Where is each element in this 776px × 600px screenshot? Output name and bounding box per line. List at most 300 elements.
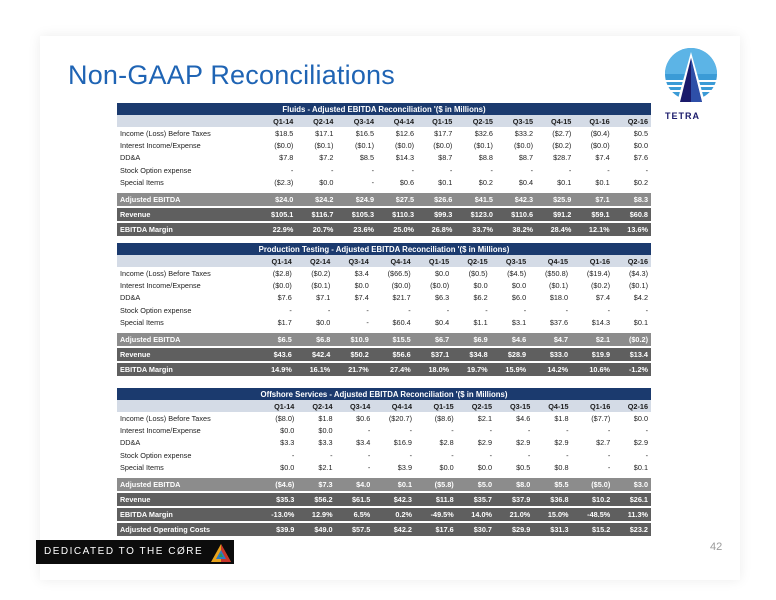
table-title: Production Testing - Adjusted EBITDA Reconciliation '($ in Millions) [117,243,651,255]
column-header: Q4-15 [529,255,571,267]
column-header: Q4-14 [377,115,417,127]
row-value: $2.1 [571,333,613,346]
table-row [117,449,651,461]
adjusted-ebitda-row [117,193,651,206]
column-header: Q4-14 [373,400,415,412]
row-value: $0.0 [280,426,295,436]
row-value: $33.0 [529,348,571,361]
row-value: ($0.0) [391,281,411,291]
row-value: 26.8% [417,223,455,236]
row-value: $2.9 [554,438,569,448]
row-label: Adjusted EBITDA [117,333,256,346]
row-value: ($0.1) [311,281,331,291]
page-number: 42 [710,541,723,553]
row-label: Income (Loss) Before Taxes [120,413,211,423]
row-value: $18.0 [549,293,569,303]
row-value: $1.8 [318,413,333,423]
ebitda-margin-row [117,223,651,236]
row-label: EBITDA Margin [117,508,256,521]
row-value: ($0.1) [354,141,375,151]
row-value: $30.7 [457,523,495,536]
row-value: $24.0 [256,193,297,206]
row-value: ($66.5) [387,268,411,278]
row-value: $24.2 [296,193,336,206]
table-row [117,164,651,176]
row-value: $7.4 [595,293,611,303]
row-value: $1.7 [277,317,292,327]
row-value: - [446,305,450,315]
row-label: Income (Loss) Before Taxes [120,268,211,278]
row-value: $2.1 [318,462,333,472]
row-value: 15.0% [533,508,571,521]
row-value: $7.6 [277,293,292,303]
row-value: $31.3 [533,523,571,536]
row-value: $4.7 [529,333,571,346]
row-value: ($0.2) [590,281,611,291]
row-value: - [449,165,453,175]
adjusted-operating-costs-row [117,523,651,536]
row-label: DD&A [120,293,141,303]
row-value: $8.0 [495,478,533,491]
row-value: ($0.0) [430,281,450,291]
row-value: - [607,305,611,315]
column-header: Q1-15 [417,115,455,127]
row-value: $0.0 [439,462,454,472]
row-value: $28.7 [553,153,572,163]
row-value: ($0.0) [433,141,453,151]
row-value: $3.9 [397,462,412,472]
row-value: -13.0% [256,508,298,521]
row-value: $34.8 [452,348,490,361]
row-value: $2.1 [477,413,492,423]
row-value: 19.7% [452,363,490,376]
table-row [117,267,651,279]
row-value: 14.2% [529,363,571,376]
row-value: $42.3 [373,493,415,506]
row-value: - [291,450,295,460]
row-value: 11.3% [613,508,651,521]
row-value: $56.2 [297,493,335,506]
row-value: $7.8 [279,153,294,163]
row-value: $116.7 [296,208,336,221]
row-value: $39.9 [256,523,298,536]
row-value: $123.0 [455,208,496,221]
row-value: - [565,305,569,315]
row-value: - [290,165,294,175]
row-value: $0.4 [518,177,534,187]
column-header: Q1-16 [574,115,612,127]
table-row [117,425,651,437]
row-value: ($20.7) [388,413,412,423]
row-value: ($0.0) [513,141,534,151]
row-value: $35.7 [457,493,495,506]
row-value: $6.5 [256,333,294,346]
row-label: Revenue [117,348,256,361]
row-value: - [366,317,369,327]
revenue-row [117,348,651,361]
row-value: $0.1 [633,462,648,472]
row-value: - [607,165,610,175]
column-header: Q3-14 [336,115,377,127]
row-label: Revenue [117,493,256,506]
row-value: 14.0% [457,508,495,521]
row-value: - [645,165,648,175]
row-value: $105.3 [336,208,377,221]
column-header: Q2-14 [295,255,333,267]
row-value: $0.1 [633,317,648,327]
row-value: ($5.0) [572,478,614,491]
row-value: $110.3 [377,208,417,221]
row-value: $7.1 [574,193,612,206]
table-row [117,140,651,152]
row-value: ($5.8) [415,478,457,491]
row-value: 12.1% [574,223,612,236]
row-value: - [489,450,492,460]
row-value: $6.2 [473,293,488,303]
row-label: Special Items [120,462,164,472]
row-value: $37.9 [495,493,533,506]
row-value: $23.2 [613,523,651,536]
row-value: $8.3 [613,193,651,206]
row-value: 33.7% [455,223,496,236]
footer-tagline: DEDICATED TO THE CØRE [44,546,204,557]
row-label: EBITDA Margin [117,363,256,376]
row-value: - [371,165,375,175]
row-value: $6.0 [511,293,527,303]
row-value: ($7.7) [591,413,611,423]
row-value: $0.0 [473,281,488,291]
core-triangle-icon [210,543,232,563]
row-value: $0.8 [554,462,569,472]
tetra-logo-icon [662,44,720,112]
column-header: Q1-15 [414,255,452,267]
row-value: $12.6 [395,128,415,138]
row-value: $16.5 [355,128,375,138]
column-header-label [117,400,256,412]
footer-banner [36,540,234,564]
row-value: - [451,450,454,460]
row-value: $4.6 [491,333,529,346]
table-title: Fluids - Adjusted EBITDA Reconciliation '($ in Millions) [117,103,651,115]
row-value: - [645,450,648,460]
row-value: $2.8 [439,438,454,448]
row-value: $0.1 [557,177,572,187]
row-value: ($2.7) [552,128,572,138]
row-value: $3.4 [356,438,371,448]
column-header: Q1-14 [256,115,297,127]
row-label: EBITDA Margin [117,223,256,236]
row-value: $99.3 [417,208,455,221]
column-header: Q4-15 [533,400,571,412]
row-value: $6.9 [452,333,490,346]
row-value: - [409,450,412,460]
row-value: ($2.8) [272,268,292,278]
row-value: $37.1 [414,348,452,361]
row-value: $25.9 [536,193,574,206]
row-value: $0.0 [319,177,334,187]
ebitda-margin-row [117,508,651,521]
row-value: ($0.0) [395,141,415,151]
table-row [117,127,651,139]
table-title: Offshore Services - Adjusted EBITDA Reconciliation '($ in Millions) [117,388,651,400]
row-value: $4.0 [336,478,374,491]
row-value: $0.0 [354,281,369,291]
row-value: $0.0 [633,141,648,151]
row-value: $56.6 [372,348,414,361]
row-value: $6.3 [434,293,450,303]
row-value: - [366,305,369,315]
row-value: - [409,426,412,436]
row-value: $0.1 [595,177,610,187]
row-value: $0.6 [356,413,371,423]
table-row [117,280,651,292]
row-label: Adjusted Operating Costs [117,523,256,536]
row-value: $19.9 [571,348,613,361]
row-value: - [451,426,454,436]
row-value: - [411,165,415,175]
row-value: $8.5 [359,153,375,163]
row-value: $28.9 [491,348,529,361]
column-header: Q2-15 [455,115,496,127]
row-value: -1.2% [613,363,651,376]
row-value: 0.2% [373,508,415,521]
column-header: Q4-15 [536,115,574,127]
row-value: $43.6 [256,348,294,361]
row-value: $17.6 [415,523,457,536]
row-value: $0.5 [633,128,648,138]
row-value: $24.9 [336,193,377,206]
row-value: $15.5 [372,333,414,346]
table-row [117,176,651,188]
row-label: Income (Loss) Before Taxes [120,128,211,138]
row-value: $16.9 [393,438,412,448]
production-testing-reconciliation-table [117,243,651,376]
row-value: $0.2 [478,177,493,187]
row-value: - [330,165,334,175]
row-value: $8.8 [478,153,493,163]
row-value: $0.6 [399,177,415,187]
revenue-row [117,493,651,506]
row-value: - [568,165,572,175]
column-header: Q2-16 [613,400,651,412]
row-value: - [645,426,648,436]
row-value: 21.7% [333,363,371,376]
row-value: $105.1 [256,208,297,221]
row-value: - [367,462,371,472]
row-value: - [607,426,611,436]
row-value: $3.1 [511,317,527,327]
row-label: Revenue [117,208,256,221]
row-value: - [408,305,411,315]
row-value: $6.8 [295,333,333,346]
row-value: - [527,426,531,436]
row-label: Special Items [120,317,164,327]
row-value: $60.8 [613,208,651,221]
column-header: Q3-15 [496,115,536,127]
row-value: $4.2 [633,293,648,303]
row-value: $8.7 [518,153,534,163]
row-value: - [330,450,333,460]
row-value: $59.1 [574,208,612,221]
row-value: - [289,305,292,315]
row-value: 15.9% [491,363,529,376]
column-header: Q2-14 [296,115,336,127]
row-value: - [485,305,488,315]
row-value: $37.6 [549,317,569,327]
row-value: ($8.6) [434,413,454,423]
row-value: $17.1 [315,128,334,138]
row-value: $2.7 [596,438,611,448]
table-row [117,412,651,424]
row-label: Adjusted EBITDA [117,478,256,491]
row-value: ($0.0) [590,141,610,151]
row-label: Adjusted EBITDA [117,193,256,206]
row-value: $14.3 [591,317,611,327]
row-label: Stock Option expense [120,305,192,315]
row-label: Interest Income/Expense [120,281,201,291]
row-value: $0.0 [434,268,450,278]
offshore-services-reconciliation-table [117,388,651,536]
row-value: $60.4 [392,317,411,327]
row-value: 38.2% [496,223,536,236]
logo-wordmark: TETRA [665,111,700,121]
row-value: - [566,426,569,436]
row-value: - [489,426,492,436]
row-value: $0.0 [511,281,527,291]
revenue-row [117,208,651,221]
row-value: 14.9% [256,363,294,376]
column-header: Q1-16 [571,255,613,267]
row-value: $3.3 [318,438,333,448]
row-value: $0.5 [516,462,531,472]
row-value: 27.4% [372,363,414,376]
row-value: ($0.2) [552,141,572,151]
row-value: $0.1 [373,478,415,491]
row-value: ($4.5) [507,268,527,278]
row-value: 21.0% [495,508,533,521]
row-value: $2.9 [633,438,648,448]
column-header: Q1-16 [572,400,614,412]
row-value: $6.7 [414,333,452,346]
row-value: $15.2 [572,523,614,536]
column-header-row [117,400,651,412]
row-value: $11.8 [415,493,457,506]
row-label: DD&A [120,438,141,448]
column-header: Q3-14 [336,400,374,412]
column-header: Q3-14 [333,255,371,267]
row-value: - [490,165,493,175]
row-value: $42.3 [496,193,536,206]
row-value: ($0.2) [613,333,651,346]
row-value: $29.9 [495,523,533,536]
row-value: - [367,426,371,436]
adjusted-ebitda-row [117,333,651,346]
row-value: $8.7 [438,153,453,163]
row-value: ($0.1) [628,281,648,291]
row-value: $0.1 [438,177,453,187]
ebitda-margin-row [117,363,651,376]
row-value: ($0.4) [590,128,610,138]
row-value: $3.3 [280,438,295,448]
table-row [117,316,651,328]
row-value: $41.5 [455,193,496,206]
row-value: - [367,450,371,460]
row-value: 13.6% [613,223,651,236]
row-value: $7.1 [316,293,331,303]
row-value: 23.6% [336,223,377,236]
row-value: $61.5 [336,493,374,506]
row-value: ($8.0) [275,413,295,423]
row-value: - [327,305,331,315]
column-header: Q1-14 [256,255,294,267]
row-value: $7.2 [319,153,334,163]
row-value: $26.1 [613,493,651,506]
row-label: Stock Option expense [120,450,192,460]
row-value: $3.0 [613,478,651,491]
row-value: $27.5 [377,193,417,206]
row-value: $1.1 [473,317,488,327]
row-value: $0.0 [477,462,492,472]
fluids-reconciliation-table [117,103,651,236]
adjusted-ebitda-row [117,478,651,491]
row-value: $7.4 [595,153,610,163]
row-value: $91.2 [536,208,574,221]
row-value: $10.2 [572,493,614,506]
row-value: $7.4 [354,293,369,303]
table-row [117,292,651,304]
row-value: 16.1% [295,363,333,376]
row-value: $14.3 [395,153,415,163]
row-value: $5.5 [533,478,571,491]
table-row [117,437,651,449]
row-value: - [566,450,569,460]
column-header: Q2-15 [457,400,495,412]
row-value: ($0.0) [274,141,294,151]
row-value: $17.7 [434,128,453,138]
row-label: Interest Income/Expense [120,426,201,436]
row-value: ($0.1) [314,141,334,151]
row-value: - [530,165,534,175]
row-value: 25.0% [377,223,417,236]
row-value: $21.7 [392,293,411,303]
row-value: ($4.6) [256,478,298,491]
table-row [117,304,651,316]
row-value: $3.4 [354,268,369,278]
row-value: $7.3 [297,478,335,491]
page-title: Non-GAAP Reconciliations [68,60,395,90]
row-value: - [607,462,611,472]
row-value: 22.9% [256,223,297,236]
column-header: Q2-15 [452,255,490,267]
row-value: $36.8 [533,493,571,506]
row-value: $32.6 [474,128,493,138]
row-value: $2.9 [477,438,492,448]
row-value: $33.2 [514,128,534,138]
row-value: ($0.1) [473,141,493,151]
column-header: Q1-14 [256,400,298,412]
row-value: $0.0 [316,317,331,327]
row-label: DD&A [120,153,141,163]
row-value: $0.0 [633,413,648,423]
row-value: - [645,305,648,315]
row-value: $57.5 [336,523,374,536]
row-value: ($0.2) [311,268,331,278]
row-value: $10.9 [333,333,371,346]
table-row [117,461,651,473]
column-header: Q3-15 [495,400,533,412]
row-value: $1.8 [554,413,569,423]
row-value: 12.9% [297,508,335,521]
